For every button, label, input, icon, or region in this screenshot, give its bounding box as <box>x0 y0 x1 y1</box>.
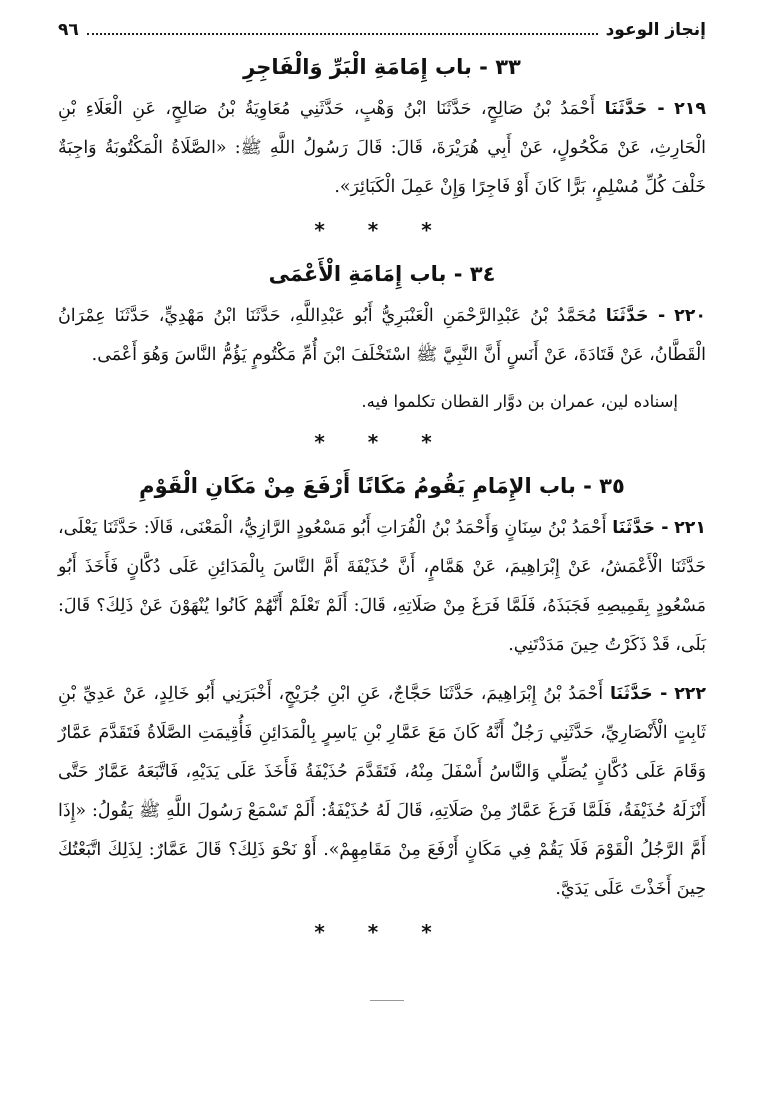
hadith-number: ٢٢٠ <box>674 306 707 326</box>
hadith-text: أَحْمَدُ بْنُ إِبْرَاهِيمَ، حَدَّثَنَا حَجَّاجٌ، عَنِ ابْنِ جُرَيْجٍ، أَخْبَرَنِي أَبُو خَالِدٍ، عَنْ عَدِيِّ بْنِ ثَابِتٍ الْأَنْصَارِيِّ، حَدَّثَنِي رَجُلٌ أَنَّهُ كَانَ مَعَ عَمَّارِ بْنِ يَاسِرٍ بِالْمَدَائِنِ فَأُقِيمَتِ الصَّلَاةُ فَتَقَدَّمَ عَمَّارٌ وَقَامَ عَلَى دُكَّانٍ يُصَلِّي وَالنَّاسُ أَسْفَلَ مِنْهُ، فَتَقَدَّمَ حُذَيْفَةُ فَأَخَذَ عَلَى يَدَيْهِ، فَاتَّبَعَهُ عَمَّارٌ حَتَّى أَنْزَلَهُ حُذَيْفَةُ، فَلَمَّا فَرَغَ عَمَّارٌ مِنْ صَلَاتِهِ، قَالَ لَهُ حُذَيْفَةُ: أَلَمْ تَسْمَعْ رَسُولَ اللَّهِ ﷺ يَقُولُ: «إِذَا أَمَّ الرَّجُلُ الْقَوْمَ فَلَا يَقُمْ فِي مَكَانٍ أَرْفَعَ مِنْ مَقَامِهِمْ». أَوْ نَحْوَ ذَلِكَ؟ قَالَ عَمَّارٌ: لِذَلِكَ اتَّبَعْتُكَ حِينَ أَخَذْتَ عَلَى يَدَيَّ. <box>58 684 706 899</box>
hadith-number: ٢١٩ <box>674 99 707 119</box>
hadith-text: أَحْمَدُ بْنُ صَالِحٍ، حَدَّثَنَا ابْنُ وَهْبٍ، حَدَّثَنِي مُعَاوِيَةُ بْنُ صَالِحٍ، عَنِ الْعَلَاءِ بْنِ الْحَارِثِ، عَنْ مَكْحُولٍ، عَنْ أَبِي هُرَيْرَةَ، قَالَ: قَالَ رَسُولُ اللَّهِ ﷺ: «الصَّلَاةُ الْمَكْتُوبَةُ وَاجِبَةٌ خَلْفَ كُلِّ مُسْلِمٍ، بَرًّا كَانَ أَوْ فَاجِرًا وَإِنْ عَمِلَ الْكَبَائِرَ». <box>58 99 706 197</box>
hadith-219 <box>58 90 706 207</box>
hadith-220 <box>58 297 706 375</box>
hadith-number: ٢٢٢ <box>674 684 707 704</box>
hadith-dash: - <box>647 99 665 119</box>
hadith-lead: حَدَّثَنَا <box>605 306 649 326</box>
section-34 <box>58 257 706 459</box>
page-number: ٩٦ <box>58 20 79 40</box>
section-33 <box>58 50 706 247</box>
book-title: إنجاز الوعود <box>605 20 706 40</box>
hadith-lead: حَدَّثَنَا <box>604 99 648 119</box>
book-page <box>58 14 706 1074</box>
hadith-text: مُحَمَّدُ بْنُ عَبْدِالرَّحْمَنِ الْعَنْبَرِيُّ أَبُو عَبْدِاللَّهِ، حَدَّثَنَا ابْنُ مَهْدِيٍّ، حَدَّثَنَا عِمْرَانُ الْقَطَّانُ، عَنْ قَتَادَةَ، عَنْ أَنَسٍ أَنَّ النَّبِيَّ ﷺ اسْتَخْلَفَ ابْنَ أُمِّ مَكْتُومٍ يَؤُمُّ النَّاسَ وَهُوَ أَعْمَى. <box>58 306 706 365</box>
section-separator: * * * <box>314 920 450 944</box>
section-heading: ٣٥ - باب الإِمَامِ يَقُومُ مَكَانًا أَرْفَعَ مِنْ مَكَانِ الْقَوْمِ <box>139 474 625 498</box>
hadith-dash: - <box>652 684 668 704</box>
dotted-leader <box>87 33 598 35</box>
section-separator: * * * <box>314 430 450 454</box>
hadith-dash: - <box>655 518 669 538</box>
hadith-dash: - <box>648 306 666 326</box>
section-heading: ٣٤ - باب إِمَامَةِ الْأَعْمَى <box>268 262 496 286</box>
hadith-221 <box>58 509 706 665</box>
isnad-note: إسناده لين، عمران بن دوَّار القطان تكلموا فيه. <box>361 392 678 411</box>
section-separator: * * * <box>314 218 450 242</box>
paragraph-gap <box>58 665 706 675</box>
hadith-lead: حَدَّثَنَا <box>612 518 656 538</box>
hadith-lead: حَدَّثَنَا <box>609 684 653 704</box>
hadith-222 <box>58 675 706 909</box>
running-head <box>58 14 706 40</box>
section-heading: ٣٣ - باب إِمَامَةِ الْبَرِّ وَالْفَاجِرِ <box>243 55 521 79</box>
section-35 <box>58 469 706 949</box>
hadith-text: أَحْمَدُ بْنُ سِنَانٍ وَأَحْمَدُ بْنُ الْفُرَاتِ أَبُو مَسْعُودٍ الرَّازِيُّ، الْمَعْنَى، قَالَا: حَدَّثَنَا يَعْلَى، حَدَّثَنَا الْأَعْمَشُ، عَنْ إِبْرَاهِيمَ، عَنْ هَمَّامٍ، أَنَّ حُذَيْفَةَ أَمَّ النَّاسَ بِالْمَدَائِنِ عَلَى دُكَّانٍ فَأَخَذَ أَبُو مَسْعُودٍ بِقَمِيصِهِ فَجَبَذَهُ، فَلَمَّا فَرَغَ مِنْ صَلَاتِهِ، قَالَ: أَلَمْ تَعْلَمْ أَنَّهُمْ كَانُوا يُنْهَوْنَ عَنْ ذَلِكَ؟ قَالَ: بَلَى، قَدْ ذَكَرْتُ حِينَ مَدَدْتَنِي. <box>58 518 706 655</box>
hadith-number: ٢٢١ <box>674 518 707 538</box>
end-rule <box>370 1000 404 1001</box>
